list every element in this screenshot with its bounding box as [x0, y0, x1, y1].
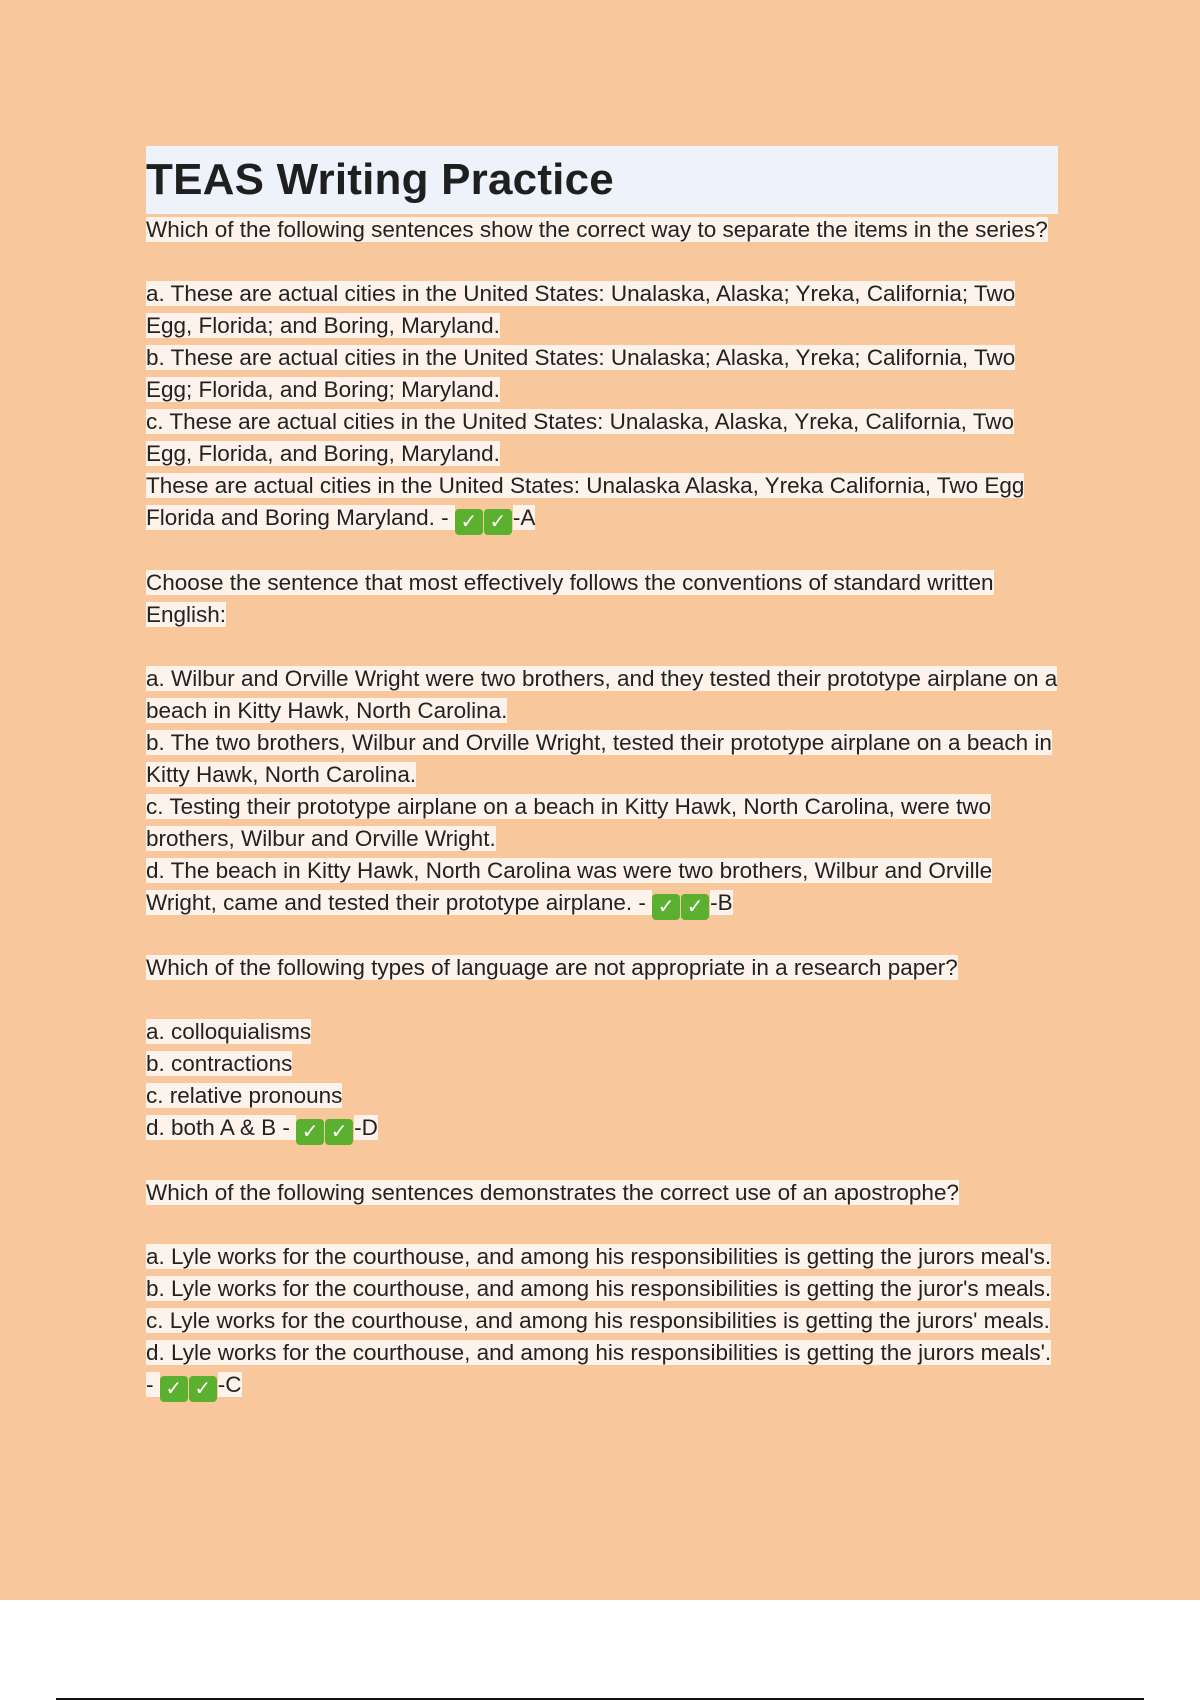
- answer-option-with-key: [146, 855, 1058, 920]
- answer-option: [146, 1273, 1058, 1305]
- answer-option-text: d. The beach in Kitty Hawk, North Carolina was were two brothers, Wilbur and Orville Wright, came and tested their prototype airplane. -: [146, 858, 993, 915]
- question-prompt: [146, 214, 1058, 246]
- answer-option: [146, 1305, 1058, 1337]
- answer-key: -A: [512, 505, 536, 530]
- spacer: [146, 246, 1058, 278]
- answer-option-text: b. Lyle works for the courthouse, and among his responsibilities is getting the juror's meals.: [146, 1276, 1052, 1301]
- answer-option: [146, 406, 1058, 470]
- answer-key: -B: [710, 890, 733, 915]
- answer-option: [146, 1016, 1058, 1048]
- answer-option-text: d. Lyle works for the courthouse, and among his responsibilities is getting the jurors meals'. -: [146, 1340, 1052, 1397]
- answer-option-text: a. These are actual cities in the United States: Unalaska, Alaska; Yreka, California; Two Egg, Florida; and Boring, Maryland.: [146, 281, 1016, 338]
- question-prompt-text: Which of the following types of language are not appropriate in a research paper?: [146, 955, 958, 980]
- answer-option-text: b. The two brothers, Wilbur and Orville Wright, tested their prototype airplane on a beach in Kitty Hawk, North Carolina.: [146, 730, 1052, 787]
- check-mark-icon: ✓: [189, 1376, 217, 1402]
- answer-option-text: b. These are actual cities in the United States: Unalaska; Alaska, Yreka; California, Two Egg; Florida, and Boring; Maryland.: [146, 345, 1016, 402]
- document-body: [146, 146, 1058, 1402]
- answer-option-text: a. colloquialisms: [146, 1019, 312, 1044]
- check-mark-icon: ✓: [160, 1376, 188, 1402]
- answer-option: [146, 1241, 1058, 1273]
- spacer: [146, 535, 1058, 567]
- spacer: [146, 631, 1058, 663]
- question-block: [146, 567, 1058, 952]
- check-mark-icon: ✓: [652, 894, 680, 920]
- question-prompt: [146, 952, 1058, 984]
- answer-option-text: a. Wilbur and Orville Wright were two brothers, and they tested their prototype airplane on a beach in Kitty Hawk, North Carolina.: [146, 666, 1058, 723]
- title-bar: [146, 146, 1058, 214]
- check-mark-icon: ✓: [325, 1119, 353, 1145]
- spacer: [146, 920, 1058, 952]
- answer-option-text: d. both A & B -: [146, 1115, 297, 1140]
- answer-option-text: These are actual cities in the United States: Unalaska Alaska, Yreka California, Two Egg Florida and Boring Maryland. -: [146, 473, 1025, 530]
- check-mark-icon: ✓: [484, 509, 512, 535]
- check-mark-icon: ✓: [455, 509, 483, 535]
- check-mark-icon: ✓: [681, 894, 709, 920]
- answer-option-with-key: [146, 470, 1058, 535]
- question-block: [146, 1177, 1058, 1402]
- answer-key: -D: [354, 1115, 378, 1140]
- question-list: [146, 214, 1058, 1402]
- answer-option: [146, 791, 1058, 855]
- question-block: [146, 214, 1058, 567]
- question-prompt: [146, 567, 1058, 631]
- answer-option: [146, 1048, 1058, 1080]
- spacer: [146, 1145, 1058, 1177]
- question-prompt-text: Which of the following sentences show the correct way to separate the items in the series?: [146, 217, 1048, 242]
- answer-option-text: a. Lyle works for the courthouse, and among his responsibilities is getting the jurors meal's.: [146, 1244, 1052, 1269]
- question-prompt-text: Which of the following sentences demonstrates the correct use of an apostrophe?: [146, 1180, 959, 1205]
- answer-option: [146, 342, 1058, 406]
- question-block: [146, 952, 1058, 1177]
- answer-option-text: c. These are actual cities in the United States: Unalaska, Alaska, Yreka, California, Two Egg, Florida, and Boring, Maryland.: [146, 409, 1014, 466]
- page-title: TEAS Writing Practice: [146, 155, 614, 204]
- answer-option-text: c. Lyle works for the courthouse, and among his responsibilities is getting the jurors' meals.: [146, 1308, 1050, 1333]
- answer-key: -C: [217, 1372, 242, 1397]
- answer-option: [146, 1080, 1058, 1112]
- answer-option-text: b. contractions: [146, 1051, 293, 1076]
- spacer: [146, 1209, 1058, 1241]
- spacer: [146, 984, 1058, 1016]
- answer-option-text: c. relative pronouns: [146, 1083, 343, 1108]
- answer-option: [146, 278, 1058, 342]
- answer-option-with-key: [146, 1112, 1058, 1145]
- answer-option-text: c. Testing their prototype airplane on a beach in Kitty Hawk, North Carolina, were two brothers, Wilbur and Orville Wright.: [146, 794, 992, 851]
- question-prompt: [146, 1177, 1058, 1209]
- answer-option-with-key: [146, 1337, 1058, 1402]
- answer-option: [146, 663, 1058, 727]
- question-prompt-text: Choose the sentence that most effectively follows the conventions of standard written English:: [146, 570, 994, 627]
- answer-option: [146, 727, 1058, 791]
- check-mark-icon: ✓: [296, 1119, 324, 1145]
